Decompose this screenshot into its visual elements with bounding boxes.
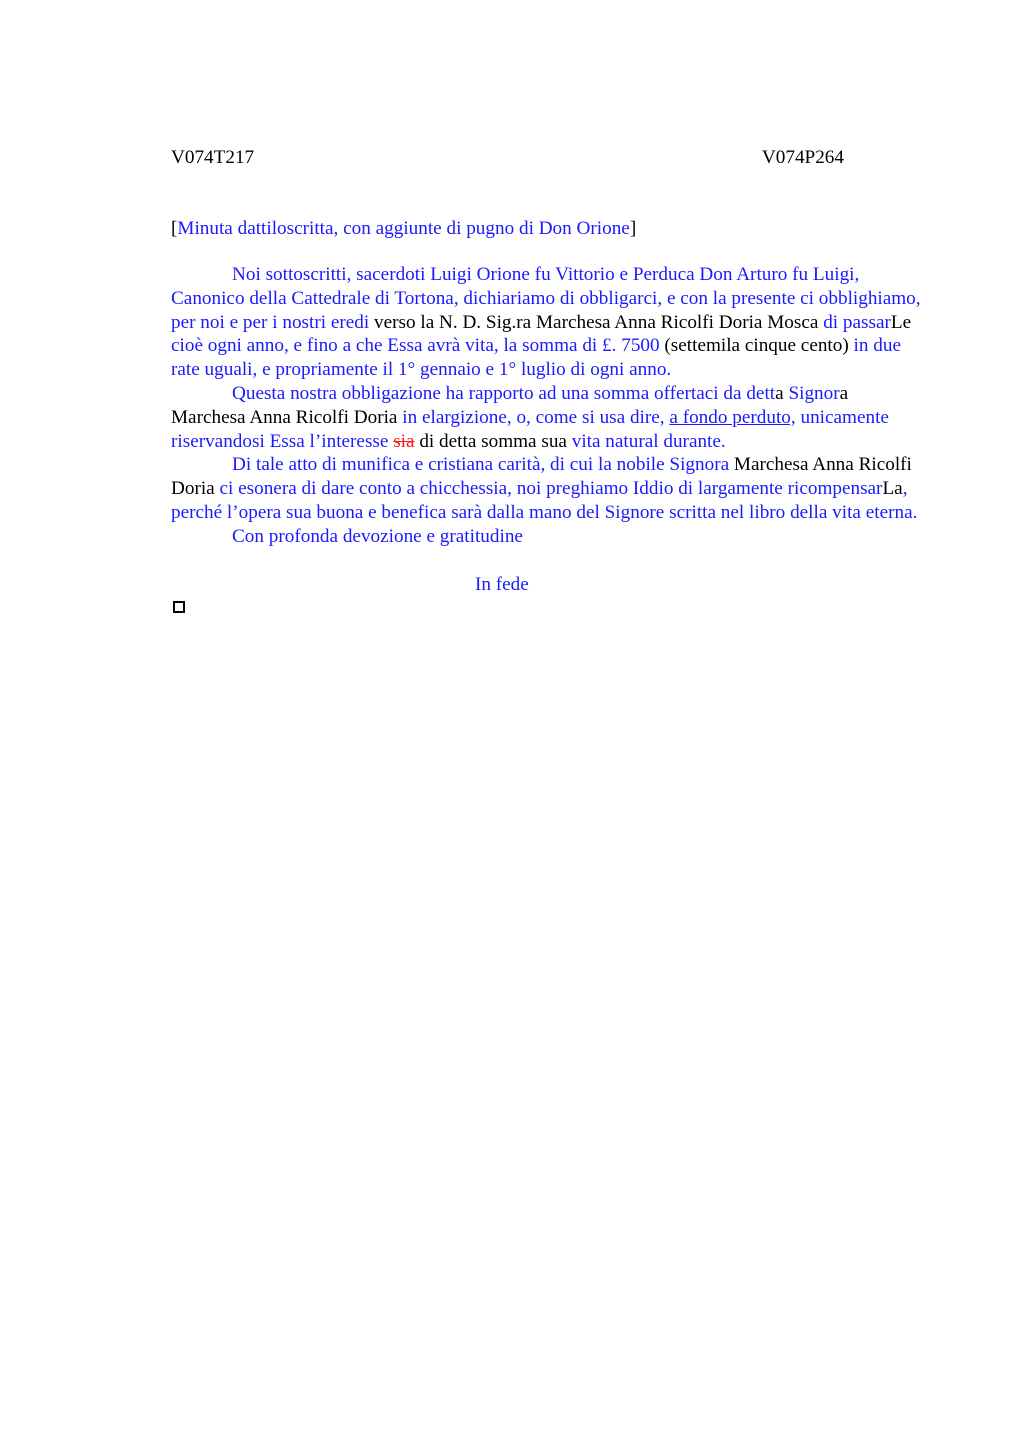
checkbox-square-icon	[173, 601, 185, 613]
text-segment: Le	[890, 311, 912, 333]
text-segment: cioè ogni anno, e fino a che Essa avrà vita, la somma di £. 7500	[171, 335, 660, 357]
text-segment: vita natural durante.	[571, 430, 726, 452]
paragraph	[171, 525, 927, 549]
text-segment: in due rate uguali, e propriamente il 1° gennaio e 1° luglio di ogni anno.	[171, 335, 901, 381]
paragraph	[171, 453, 927, 524]
text-segment: ci esonera di dare conto a chicchessia, noi preghiamo Iddio di largamente ricompensar	[219, 478, 883, 500]
note-close-bracket: ]	[629, 218, 637, 239]
left-reference-code: V074T217	[171, 147, 255, 168]
note-text: Minuta dattiloscritta, con aggiunte di pugno di Don Orione	[177, 218, 630, 239]
document-header	[171, 145, 927, 171]
paragraph	[171, 263, 927, 382]
text-segment: Marchesa Anna Ricolfi Doria	[171, 454, 912, 500]
text-segment: Noi sottoscritti, sacerdoti Luigi Orione fu Vittorio e Perduca Don Arturo fu Luigi, Canonico della Cattedrale di Tortona, dichiariamo di obbligarci, e con la presente ci obblighiamo, per noi e per i nostri eredi	[171, 264, 921, 333]
paragraph	[171, 382, 927, 453]
text-segment: di passar	[823, 311, 891, 333]
text-segment: in elargizione, o, come si usa dire,	[402, 406, 670, 428]
document-page	[171, 145, 927, 613]
text-segment: a	[775, 382, 789, 404]
text-segment: sia	[393, 430, 415, 452]
text-segment: unicamente riservandosi Essa l’interesse	[171, 406, 889, 452]
text-segment: Con profonda devozione e gratitudine	[232, 525, 523, 547]
text-segment: Questa nostra obbligazione ha rapporto ad una somma offertaci da dett	[232, 382, 776, 404]
closing-line	[171, 573, 927, 597]
text-segment: a fondo perduto,	[669, 406, 796, 428]
document-body	[171, 263, 927, 549]
note-open-bracket: [	[171, 218, 178, 239]
text-segment: Signor	[788, 382, 840, 404]
text-segment: Di tale atto di munifica e cristiana carità, di cui la nobile Signora	[232, 454, 730, 476]
text-segment: (settemila cinque cento)	[659, 335, 854, 357]
text-segment: verso la N. D. Sig.ra Marchesa Anna Ricolfi Doria Mosca	[369, 311, 824, 333]
right-reference-code: V074P264	[761, 147, 844, 168]
text-segment: , perché l’opera sua buona e benefica sarà dalla mano del Signore scritta nel libro della vita eterna.	[171, 478, 918, 523]
closing-text: In fede	[475, 573, 529, 595]
text-segment: di detta somma sua	[414, 430, 572, 452]
text-segment: La	[882, 478, 903, 500]
text-segment: a Marchesa Anna Ricolfi Doria	[171, 382, 849, 428]
editorial-note	[171, 217, 927, 241]
